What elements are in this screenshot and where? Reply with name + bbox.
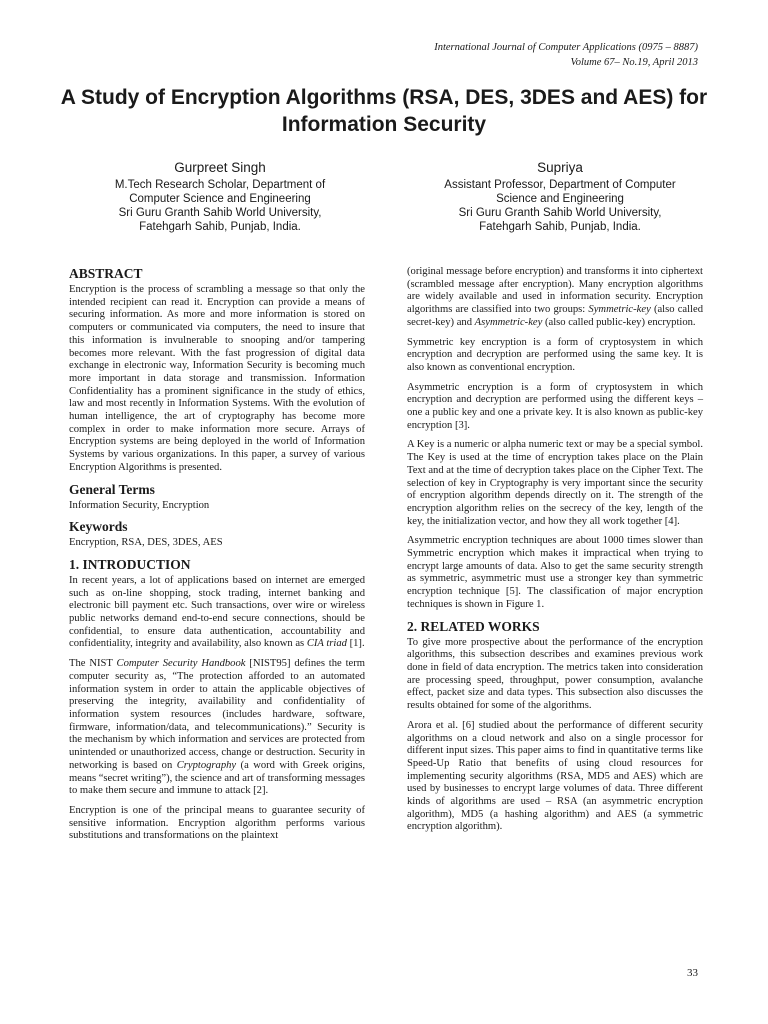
- keywords-heading: Keywords: [69, 519, 128, 535]
- author-affiliation-line: Fatehgarh Sahib, Punjab, India.: [139, 221, 301, 233]
- abstract-text: Encryption is the process of scrambling a message so that only the intended recipient can read it. Encryption can provide a means of securing information. As more and more information is stored on computers or communicated via computers, the need to insure that this information is invulnerable to snooping and/or tampering becomes more relevant. With the fast progression of digital data exchange in electronic way, Information Security is becoming much more important in data storage and transmission. Information Confidentiality has a prominent significance in the study of ethics, law and most recently in Information Systems. With the evolution of human intelligence, the art of cryptography has become more complex in order to make information more secure. Arrays of Encryption systems are being deployed in the world of Information Systems by various organizations. In this paper, a survey of various Encryption Algorithms is presented.: [69, 284, 365, 473]
- journal-name: International Journal of Computer Applications (0975 – 8887): [434, 42, 698, 53]
- introduction-paragraph: Encryption is one of the principal means to guarantee security of sensitive information. Encryption algorithm performs various substitutions and transformations on the plaintext: [69, 804, 365, 842]
- general-terms-heading: General Terms: [69, 481, 155, 497]
- related-works-paragraph: Arora et al. [6] studied about the performance of different security algorithms on a cloud network and also on a single processor for different input sizes. This paper aims to find in quantitative terms like Speed-Up Ratio that benefits of using cloud resources for implementing security algorithms (RSA, MD5 and AES) which are used by businesses to encrypt large volumes of data. Three different kinds of algorithms are used – RSA (an asymmetric encryption algorithm), MD5 (a hashing algorithm) and AES (a symmetric encryption algorithm).: [407, 719, 703, 833]
- asymmetric-key-term: Asymmetric-key: [474, 316, 543, 328]
- introduction-paragraph-continued: (original message before encryption) and transforms it into ciphertext (scrambled message after encryption). Many encryption algorithms are widely available and used in information security. Encryption algorithms are classified into two groups: Symmetric-key (also called secret-key) and Asymmetric-key (also called public-key) encryption.: [407, 266, 703, 328]
- journal-volume: Volume 67– No.19, April 2013: [570, 57, 698, 68]
- introduction-paragraph: The NIST Computer Security Handbook [NIST95] defines the term computer security as, “The protection afforded to an automated information system in order to attain the applicable objectives of preserving the integrity, availability and confidentiality of information system resources (includes hardware, software, firmware, information/data, and telecommunications).” Security is the mechanism by which information and services are protected from unintended or unauthorized access, change or destruction. Security in networking is based on Cryptography (a word with Greek origins, means “secret writing”), the science and art of transforming messages to make them secure and immune to attack [2].: [69, 658, 365, 797]
- symmetric-key-term: Symmetric-key: [588, 304, 651, 316]
- introduction-paragraph: Symmetric key encryption is a form of cryptosystem in which encryption and decryption are performed using the same key. It is also known as conventional encryption.: [407, 336, 703, 373]
- right-column: [407, 266, 703, 841]
- author-affiliation-line: Sri Guru Granth Sahib World University,: [458, 207, 662, 219]
- introduction-paragraph: Asymmetric encryption techniques are about 1000 times slower than Symmetric encryption which makes it impractical when trying to encrypt large amounts of data. Also to get the same security strength as symmetric, asymmetric must use a stronger key than symmetric encryption technique [5]. The classification of major encryption techniques is shown in Figure 1.: [407, 535, 703, 610]
- author-1: [60, 158, 380, 234]
- introduction-heading: 1. INTRODUCTION: [69, 556, 191, 572]
- author-name: Gurpreet Singh: [174, 160, 266, 175]
- journal-header: [434, 40, 698, 70]
- handbook-title: Computer Security Handbook: [116, 658, 246, 670]
- introduction-paragraph: A Key is a numeric or alpha numeric text or may be a special symbol. The Key is used at the time of encryption takes place on the Plain Text and at the time of decryption takes place on the Cipher Text. The selection of key in Cryptography is very important since the security of encryption algorithm depends directly on it. The strength of the encryption algorithm relies on the secrecy of the key, length of the key, the initialization vector, and how they all work together [4].: [407, 439, 703, 527]
- abstract-heading: ABSTRACT: [69, 266, 143, 281]
- cia-triad-term: CIA triad: [306, 638, 347, 650]
- introduction-paragraph: In recent years, a lot of applications based on internet are emerged such as on-line shopping, stock trading, internet banking and electronic bill payment etc. Such transactions, over wire or wireless public networks demand end-to-end secure connections, should be confidential, to ensure data authentication, accountability and confidentiality, integrity and availability, also known as CIA triad [1].: [69, 574, 365, 650]
- introduction-paragraph: Asymmetric encryption is a form of cryptosystem in which encryption and decryption are performed using the different keys – one a public key and one a private key. It is also known as public-key encryption [3].: [407, 381, 703, 431]
- keywords-text: Encryption, RSA, DES, 3DES, AES: [69, 537, 223, 549]
- cryptography-term: Cryptography: [176, 759, 237, 771]
- author-affiliation-line: M.Tech Research Scholar, Department of: [114, 179, 326, 191]
- author-affiliation-line: Science and Engineering: [496, 193, 624, 205]
- author-affiliation-line: Fatehgarh Sahib, Punjab, India.: [479, 221, 641, 233]
- author-affiliation-line: Assistant Professor, Department of Computer: [444, 179, 676, 191]
- author-affiliation-line: Computer Science and Engineering: [129, 193, 311, 205]
- general-terms-text: Information Security, Encryption: [69, 499, 210, 511]
- author-2: [400, 158, 720, 234]
- author-name: Supriya: [537, 160, 583, 175]
- paper-title: A Study of Encryption Algorithms (RSA, DES, 3DES and AES) for Information Security: [60, 86, 708, 136]
- left-column: [69, 266, 365, 850]
- page-number: 33: [687, 967, 698, 979]
- author-affiliation-line: Sri Guru Granth Sahib World University,: [118, 207, 322, 219]
- related-works-paragraph: To give more prospective about the performance of the encryption algorithms, this subsection describes and examines previous work done in field of data encryption. The metrics taken into consideration are processing speed, throughput, power consumption, avalanche effect, packet size and data types. This subsection also discusses the results obtained for some of the algorithms.: [407, 636, 703, 712]
- related-works-heading: 2. RELATED WORKS: [407, 618, 540, 634]
